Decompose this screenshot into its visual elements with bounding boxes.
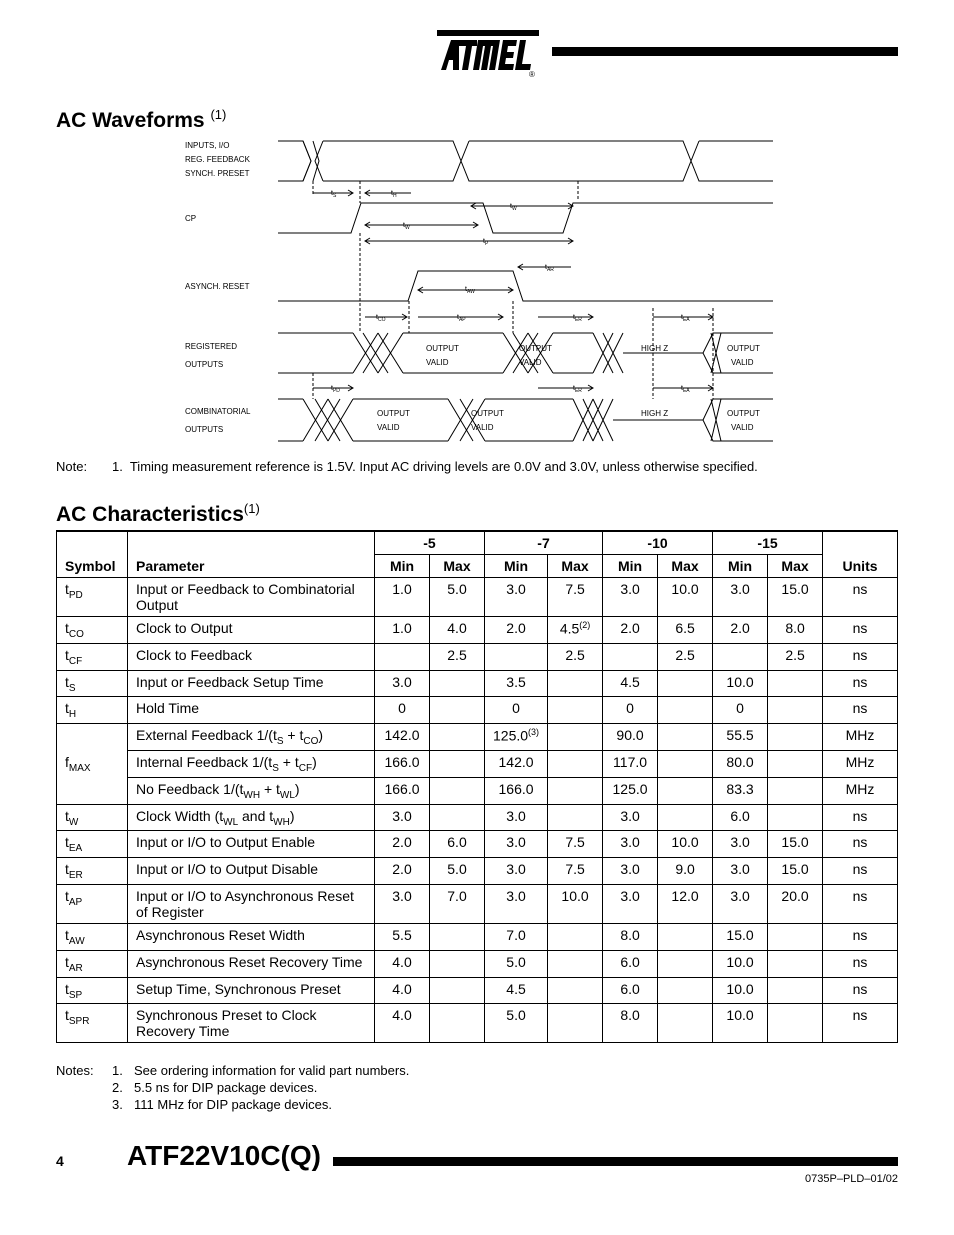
- value-cell: [768, 923, 823, 950]
- value-cell: 83.3: [713, 777, 768, 804]
- value-cell: 3.0: [375, 804, 430, 831]
- value-cell: [768, 670, 823, 697]
- value-cell: 0: [485, 697, 548, 724]
- characteristics-title: AC Characteristics: [56, 503, 244, 526]
- reg-output-3: OUTPUT: [727, 344, 760, 353]
- parameter-cell: Clock to Feedback: [128, 643, 375, 670]
- value-cell: [658, 804, 713, 831]
- value-cell: 6.0: [713, 804, 768, 831]
- reg-valid-2: VALID: [519, 358, 542, 367]
- value-cell: [768, 750, 823, 777]
- col-max: Max: [658, 555, 713, 578]
- col-max: Max: [768, 555, 823, 578]
- value-cell: [768, 697, 823, 724]
- table-row: [57, 643, 898, 670]
- comb-output-2: OUTPUT: [471, 409, 504, 418]
- value-cell: 15.0: [768, 858, 823, 885]
- signal-inputs-3: SYNCH. PRESET: [185, 169, 250, 178]
- value-cell: 10.0: [713, 670, 768, 697]
- svg-text:tAP: $t_{AP}$: [457, 314, 466, 323]
- value-cell: [430, 950, 485, 977]
- value-cell: [430, 804, 485, 831]
- value-cell: [430, 1004, 485, 1043]
- value-cell: 10.0: [713, 950, 768, 977]
- value-cell: 142.0: [375, 724, 430, 751]
- symbol-cell: $t_W$: [57, 804, 128, 831]
- value-cell: 15.0: [768, 578, 823, 617]
- parameter-cell: Input or I/O to Asynchronous Reset of Register: [128, 884, 375, 923]
- value-cell: 1.0: [375, 617, 430, 644]
- value-cell: 5.0: [430, 858, 485, 885]
- symbol-cell: $t_H$: [57, 697, 128, 724]
- value-cell: 15.0: [713, 923, 768, 950]
- value-cell: [430, 697, 485, 724]
- reg-output-1: OUTPUT: [426, 344, 459, 353]
- value-cell: 3.0: [713, 831, 768, 858]
- value-cell: [485, 643, 548, 670]
- value-cell: 5.0: [485, 950, 548, 977]
- comb-valid-2: VALID: [471, 423, 494, 432]
- value-cell: 0: [713, 697, 768, 724]
- characteristics-title-ref: (1): [243, 501, 260, 516]
- value-cell: 2.0: [603, 617, 658, 644]
- value-cell: 3.5: [485, 670, 548, 697]
- value-cell: 4.0: [375, 950, 430, 977]
- value-cell: 6.5: [658, 617, 713, 644]
- value-cell: 8.0: [768, 617, 823, 644]
- value-cell: [548, 670, 603, 697]
- value-cell: [768, 777, 823, 804]
- value-cell: [548, 804, 603, 831]
- col-parameter: Parameter: [128, 531, 375, 578]
- col-min: Min: [603, 555, 658, 578]
- signal-reset: ASYNCH. RESET: [185, 282, 250, 291]
- characteristics-heading: [56, 501, 260, 527]
- value-cell: [658, 777, 713, 804]
- units-cell: ns: [823, 670, 898, 697]
- note-number: 1.: [112, 459, 123, 474]
- value-cell: 20.0: [768, 884, 823, 923]
- value-cell: [375, 643, 430, 670]
- value-cell: [548, 724, 603, 751]
- value-cell: 2.0: [485, 617, 548, 644]
- table-row: [57, 617, 898, 644]
- value-cell: 15.0: [768, 831, 823, 858]
- value-cell: [658, 1004, 713, 1043]
- value-cell: 2.5: [548, 643, 603, 670]
- svg-text:tAW: $t_{AW}$: [465, 286, 475, 295]
- value-cell: 7.5: [548, 578, 603, 617]
- value-cell: 3.0: [713, 578, 768, 617]
- svg-text:tER: $t_{ER}$: [573, 385, 582, 394]
- value-cell: 3.0: [713, 884, 768, 923]
- units-cell: MHz: [823, 777, 898, 804]
- table-header-grades: [57, 531, 898, 555]
- value-cell: 5.0: [430, 578, 485, 617]
- value-cell: 7.5: [548, 858, 603, 885]
- table-row: [57, 884, 898, 923]
- value-cell: [658, 670, 713, 697]
- value-cell: 3.0: [603, 804, 658, 831]
- value-cell: 2.5: [768, 643, 823, 670]
- reg-output-2: OUTPUT: [519, 344, 552, 353]
- waveforms-heading: [56, 107, 226, 133]
- value-cell: 5.0: [485, 1004, 548, 1043]
- value-cell: 55.5: [713, 724, 768, 751]
- value-cell: 2.0: [375, 858, 430, 885]
- parameter-cell: External Feedback $1/(t_S + t_{CO})$: [128, 724, 375, 751]
- symbol-cell: $t_{AP}$: [57, 884, 128, 923]
- symbol-cell: $t_{EA}$: [57, 831, 128, 858]
- symbol-cell: $t_{PD}$: [57, 578, 128, 617]
- svg-text:tAR: $t_{AR}$: [545, 264, 554, 273]
- symbol-cell: $f_{MAX}$: [57, 724, 128, 804]
- value-cell: [713, 643, 768, 670]
- notes-text: 5.5 ns for DIP package devices.: [134, 1080, 318, 1095]
- signal-inputs-2: REG. FEEDBACK: [185, 155, 250, 164]
- value-cell: 4.0: [430, 617, 485, 644]
- value-cell: [430, 750, 485, 777]
- notes-num: 2.: [112, 1080, 123, 1095]
- value-cell: 10.0: [548, 884, 603, 923]
- value-cell: 12.0: [658, 884, 713, 923]
- value-cell: [658, 950, 713, 977]
- value-cell: 166.0: [485, 777, 548, 804]
- table-row: [57, 724, 898, 751]
- value-cell: [603, 643, 658, 670]
- parameter-cell: Internal Feedback $1/(t_S + t_{CF})$: [128, 750, 375, 777]
- svg-text:tW: $t_W$: [403, 222, 410, 231]
- comb-valid-3: VALID: [731, 423, 754, 432]
- value-cell: 10.0: [713, 1004, 768, 1043]
- value-cell: 2.5: [430, 643, 485, 670]
- notes-text: See ordering information for valid part numbers.: [134, 1063, 410, 1078]
- value-cell: 3.0: [485, 831, 548, 858]
- units-cell: ns: [823, 950, 898, 977]
- comb-highz: HIGH Z: [641, 409, 669, 418]
- value-cell: 3.0: [485, 858, 548, 885]
- value-cell: 3.0: [485, 804, 548, 831]
- value-cell: 166.0: [375, 750, 430, 777]
- value-cell: [548, 923, 603, 950]
- svg-text:tER: $t_{ER}$: [573, 314, 582, 323]
- parameter-cell: Asynchronous Reset Width: [128, 923, 375, 950]
- symbol-cell: $t_{CF}$: [57, 643, 128, 670]
- footer-rule: [333, 1157, 898, 1166]
- table-row: [57, 697, 898, 724]
- notes-label: Notes:: [56, 1063, 94, 1078]
- symbol-cell: $t_{AR}$: [57, 950, 128, 977]
- document-number: 0735P–PLD–01/02: [805, 1173, 898, 1185]
- value-cell: 4.0: [375, 1004, 430, 1043]
- value-cell: 7.0: [485, 923, 548, 950]
- units-cell: ns: [823, 643, 898, 670]
- value-cell: 117.0: [603, 750, 658, 777]
- units-cell: ns: [823, 884, 898, 923]
- value-cell: [548, 750, 603, 777]
- svg-text:tEA: $t_{EA}$: [681, 385, 690, 394]
- table-row: [57, 923, 898, 950]
- ac-characteristics-table: [56, 530, 898, 1043]
- value-cell: [658, 923, 713, 950]
- value-cell: 10.0: [658, 831, 713, 858]
- value-cell: 3.0: [713, 858, 768, 885]
- parameter-cell: Setup Time, Synchronous Preset: [128, 977, 375, 1004]
- table-row: [57, 977, 898, 1004]
- value-cell: 6.0: [603, 950, 658, 977]
- signal-combinatorial-1: COMBINATORIAL: [185, 407, 251, 416]
- value-cell: 7.0: [430, 884, 485, 923]
- svg-text:tP: $t_P$: [483, 238, 489, 247]
- value-cell: [548, 977, 603, 1004]
- value-cell: 5.5: [375, 923, 430, 950]
- reg-valid-1: VALID: [426, 358, 449, 367]
- reg-highz: HIGH Z: [641, 344, 669, 353]
- value-cell: 4.5: [485, 977, 548, 1004]
- value-cell: 9.0: [658, 858, 713, 885]
- value-cell: 3.0: [603, 831, 658, 858]
- svg-text:tCO: $t_{CO}$: [376, 314, 386, 323]
- value-cell: 166.0: [375, 777, 430, 804]
- parameter-cell: Input or I/O to Output Disable: [128, 858, 375, 885]
- symbol-cell: $t_{SPR}$: [57, 1004, 128, 1043]
- note-label: Note:: [56, 459, 88, 474]
- value-cell: 10.0: [713, 977, 768, 1004]
- table-row: [57, 750, 898, 777]
- value-cell: [548, 697, 603, 724]
- units-cell: MHz: [823, 750, 898, 777]
- value-cell: [430, 923, 485, 950]
- symbol-cell: $t_{AW}$: [57, 923, 128, 950]
- value-cell: [768, 804, 823, 831]
- comb-output-3: OUTPUT: [727, 409, 760, 418]
- value-cell: [658, 977, 713, 1004]
- signal-combinatorial-2: OUTPUTS: [185, 425, 224, 434]
- value-cell: 90.0: [603, 724, 658, 751]
- units-cell: ns: [823, 578, 898, 617]
- value-cell: 8.0: [603, 1004, 658, 1043]
- header-rule: [552, 47, 898, 56]
- value-cell: 6.0: [603, 977, 658, 1004]
- svg-text:tPD: $t_{PD}$: [331, 385, 340, 394]
- value-cell: 3.0: [485, 884, 548, 923]
- units-cell: ns: [823, 977, 898, 1004]
- symbol-cell: $t_{SP}$: [57, 977, 128, 1004]
- parameter-cell: Input or Feedback Setup Time: [128, 670, 375, 697]
- table-row: [57, 670, 898, 697]
- value-cell: 0: [603, 697, 658, 724]
- value-cell: 142.0: [485, 750, 548, 777]
- units-cell: ns: [823, 804, 898, 831]
- document-title: ATF22V10C(Q): [127, 1140, 321, 1171]
- value-cell: 8.0: [603, 923, 658, 950]
- parameter-cell: Asynchronous Reset Recovery Time: [128, 950, 375, 977]
- units-cell: ns: [823, 697, 898, 724]
- value-cell: [658, 750, 713, 777]
- symbol-cell: $t_{CO}$: [57, 617, 128, 644]
- waveforms-title: AC Waveforms: [56, 109, 205, 132]
- ac-waveform-diagram: [183, 133, 773, 448]
- value-cell: [548, 1004, 603, 1043]
- symbol-cell: $t_S$: [57, 670, 128, 697]
- value-cell: 3.0: [485, 578, 548, 617]
- value-cell: [548, 950, 603, 977]
- units-cell: MHz: [823, 724, 898, 751]
- value-cell: 7.5: [548, 831, 603, 858]
- parameter-cell: Clock Width ($t_{WL}$ and $t_{WH}$): [128, 804, 375, 831]
- svg-text:tW: $t_W$: [510, 203, 517, 212]
- value-cell: 3.0: [603, 884, 658, 923]
- value-cell: 6.0: [430, 831, 485, 858]
- units-cell: ns: [823, 1004, 898, 1043]
- value-cell: 3.0: [375, 670, 430, 697]
- value-cell: 4.5$^{(2)}$: [548, 617, 603, 644]
- value-cell: [430, 777, 485, 804]
- table-row: [57, 950, 898, 977]
- signal-inputs-1: INPUTS, I/O: [185, 141, 230, 150]
- parameter-cell: Clock to Output: [128, 617, 375, 644]
- notes-num: 1.: [112, 1063, 123, 1078]
- value-cell: [430, 977, 485, 1004]
- units-cell: ns: [823, 858, 898, 885]
- parameter-cell: Input or I/O to Output Enable: [128, 831, 375, 858]
- col-grade-10: -10: [603, 531, 713, 555]
- value-cell: [768, 950, 823, 977]
- table-row: [57, 1004, 898, 1043]
- table-row: [57, 804, 898, 831]
- value-cell: [658, 697, 713, 724]
- value-cell: 3.0: [603, 858, 658, 885]
- note-text: Timing measurement reference is 1.5V. Input AC driving levels are 0.0V and 3.0V, unless otherwise specified.: [129, 459, 758, 474]
- value-cell: 2.5: [658, 643, 713, 670]
- comb-valid-1: VALID: [377, 423, 400, 432]
- notes-num: 3.: [112, 1097, 123, 1112]
- value-cell: 0: [375, 697, 430, 724]
- value-cell: 3.0: [375, 884, 430, 923]
- signal-registered-1: REGISTERED: [185, 342, 238, 351]
- value-cell: 3.0: [603, 578, 658, 617]
- value-cell: [768, 1004, 823, 1043]
- svg-text:tH: $t_H$: [391, 190, 397, 199]
- parameter-cell: Input or Feedback to Combinatorial Output: [128, 578, 375, 617]
- parameter-cell: No Feedback $1/(t_{WH} + t_{WL})$: [128, 777, 375, 804]
- units-cell: ns: [823, 831, 898, 858]
- units-cell: ns: [823, 617, 898, 644]
- col-grade-5: -5: [375, 531, 485, 555]
- waveforms-title-ref: (1): [210, 107, 227, 122]
- svg-text:®: ®: [529, 70, 535, 78]
- symbol-cell: $t_{ER}$: [57, 858, 128, 885]
- atmel-logo: [437, 30, 539, 78]
- value-cell: 4.0: [375, 977, 430, 1004]
- parameter-cell: Hold Time: [128, 697, 375, 724]
- col-min: Min: [375, 555, 430, 578]
- value-cell: [548, 777, 603, 804]
- col-symbol: Symbol: [57, 531, 128, 578]
- table-row: [57, 858, 898, 885]
- col-units: Units: [823, 531, 898, 578]
- svg-text:tEA: $t_{EA}$: [681, 314, 690, 323]
- value-cell: 80.0: [713, 750, 768, 777]
- col-grade-7: -7: [485, 531, 603, 555]
- reg-valid-3: VALID: [731, 358, 754, 367]
- signal-registered-2: OUTPUTS: [185, 360, 224, 369]
- col-max: Max: [548, 555, 603, 578]
- col-min: Min: [485, 555, 548, 578]
- value-cell: [768, 977, 823, 1004]
- value-cell: 125.0: [603, 777, 658, 804]
- value-cell: 125.0$^{(3)}$: [485, 724, 548, 751]
- table-row: [57, 831, 898, 858]
- value-cell: [430, 724, 485, 751]
- value-cell: 1.0: [375, 578, 430, 617]
- comb-output-1: OUTPUT: [377, 409, 410, 418]
- value-cell: 10.0: [658, 578, 713, 617]
- waveform-note: [56, 459, 758, 474]
- table-row: [57, 578, 898, 617]
- page-number: 4: [56, 1153, 64, 1169]
- value-cell: [658, 724, 713, 751]
- svg-text:tS: $t_S$: [331, 190, 337, 199]
- col-grade-15: -15: [713, 531, 823, 555]
- notes-text: 111 MHz for DIP package devices.: [134, 1097, 332, 1112]
- units-cell: ns: [823, 923, 898, 950]
- value-cell: 2.0: [713, 617, 768, 644]
- parameter-cell: Synchronous Preset to Clock Recovery Time: [128, 1004, 375, 1043]
- value-cell: [768, 724, 823, 751]
- signal-cp: CP: [185, 214, 197, 223]
- value-cell: 2.0: [375, 831, 430, 858]
- table-row: [57, 777, 898, 804]
- col-min: Min: [713, 555, 768, 578]
- value-cell: [430, 670, 485, 697]
- value-cell: 4.5: [603, 670, 658, 697]
- col-max: Max: [430, 555, 485, 578]
